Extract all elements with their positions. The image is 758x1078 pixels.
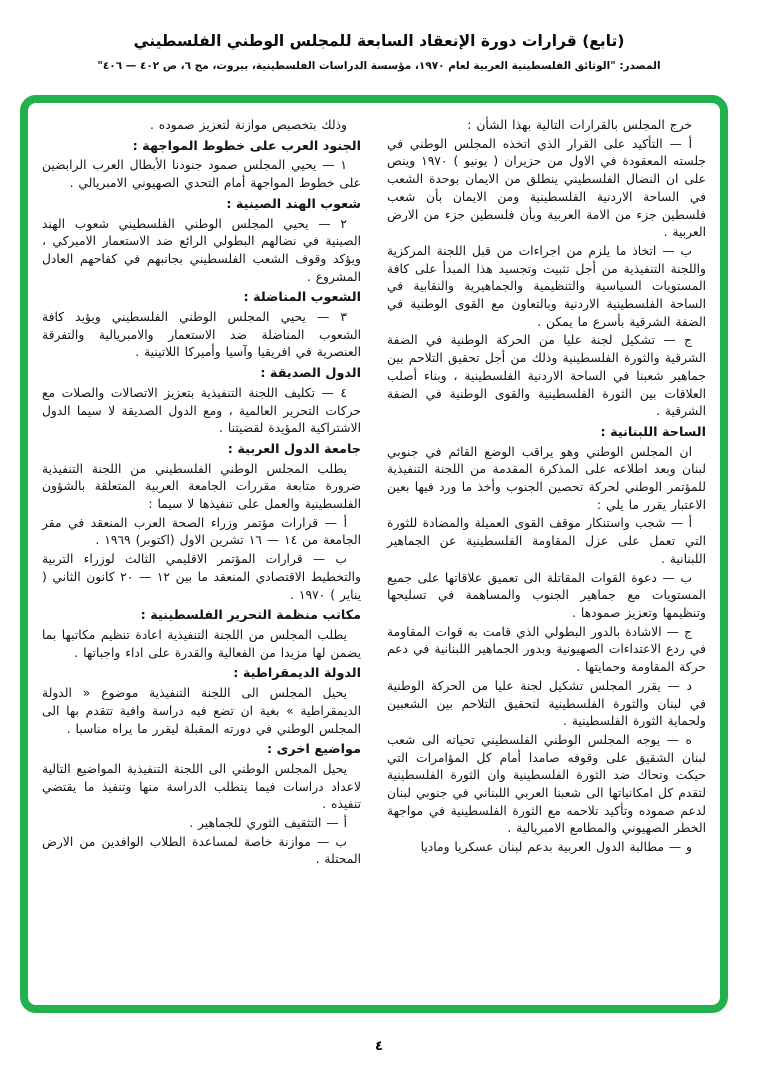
section-heading: الدول الصديقة :: [260, 366, 361, 382]
page-title: (تابع) قرارات دورة الإنعقاد السابعة للمجلس الوطني الفلسطيني: [133, 32, 625, 50]
paragraph: ٢ — يحيي المجلس الوطني الفلسطيني شعوب الهند الصينية في نضالهم البطولي الرائع ضد الاستعمار الاميركي ، ويؤكد وقوف الشعب الفلسطيني بجانبهم في كفاحهم العادل المشروع .: [42, 216, 361, 284]
paragraph: يطلب المجلس الوطني الفلسطيني من اللجنة التنفيذية ضرورة متابعة مقررات الجامعة العربية المتعلقة بالشؤون الفلسطينية والعمل على تنفيذها لا سيما :: [42, 461, 361, 512]
page-number: ٤: [375, 1039, 383, 1054]
paragraph: خرج المجلس بالقرارات التالية بهذا الشأن :: [467, 118, 692, 132]
paragraph: ب — موازنة خاصة لمساعدة الطلاب الوافدين من الارض المحتلة .: [42, 834, 361, 867]
section-heading: الشعوب المناضلة :: [243, 290, 361, 306]
section-heading: الدولة الديمقراطية :: [233, 666, 361, 682]
paragraph: ان المجلس الوطني وهو يراقب الوضع القائم في جنوبي لبنان وبعد اطلاعه على المذكرة المقدمة من اللجنة التنفيذية للمؤتمر الوطني لحركة تحصين الجنوب وأخذ ما ورد فيها بعين الاعتبار يقرر ما يلي :: [387, 444, 706, 512]
paragraph: ب — دعوة القوات المقاتلة الى تعميق علاقاتها على جميع المستويات مع جماهير الجنوب والمساهمة في تسليحها وتنظيمها وتعزيز صمودها .: [387, 570, 706, 620]
paragraph: يطلب المجلس من اللجنة التنفيذية اعادة تنظيم مكاتبها بما يضمن لها مزيدا من الفعالية والقدرة على اداء واجباتها .: [42, 627, 361, 660]
paragraph: ه — يوجه المجلس الوطني الفلسطيني تحياته الى شعب لبنان الشقيق على وقوفه صامدا أمام كل المؤامرات التي حيكت وتحاك ضد الثورة الفلسطينية وان الثورة الفلسطينية لتقدم كل امكانياتها الى شعبنا العربي اللبناني في جنوبي لبنان لدعم صموده وتأكيد تلاحمه مع الثورة الفلسطينية في مواجهة الخطر الصهيوني والمطامع الامبريالية .: [387, 732, 706, 836]
paragraph: ج — تشكيل لجنة عليا من الحركة الوطنية في الضفة الشرقية والثورة الفلسطينية وذلك من أجل تحقيق التلاحم بين جماهير شعبنا في الساحة الاردنية الفلسطينية ، وبناء أصلب العلاقات بين الثورة الفلسطينية والقوى الوطنية في الضفة الشرقية .: [387, 333, 706, 419]
paragraph: ١ — يحيي المجلس صمود جنودنا الأبطال العرب الرابضين على خطوط المواجهة أمام التحدي الصهيوني الامبريالي .: [42, 158, 361, 191]
section-heading: جامعة الدول العربية :: [227, 441, 361, 457]
section-heading: مكاتب منظمة التحرير الفلسطينية :: [140, 608, 361, 624]
paragraph: يحيل المجلس الى اللجنة التنفيذية موضوع « الدولة الديمقراطية » بغية ان تضع فيه دراسة وافية تتقدم بها الى المجلس الوطني في دورته المقبلة ليقرر ما يراه مناسبا .: [42, 686, 361, 736]
paragraph: و — مطالبة الدول العربية بدعم لبنان عسكريا وماديا: [420, 840, 692, 855]
paragraph: ج — الاشادة بالدور البطولي الذي قامت به قوات المقاومة في ردع الاعتداءات الصهيونية وبدور الجماهير اللبنانية في دعم حركة المقاومة وحمايتها .: [387, 624, 706, 675]
paragraph: أ — شجب واستنكار موقف القوى العميلة والمضادة للثورة التي تعمل على عزل المقاومة الفلسطينية عن الجماهير اللبنانية .: [387, 516, 706, 566]
paragraph: ب — اتخاذ ما يلزم من اجراءات من قبل اللجنة المركزية واللجنة التنفيذية من أجل تثبيت وتجسيد هذا المبدأ على كافة المستويات السياسية والتنظيمية والجماهيرية والنقابية في الساحة الفلسطينية الاردنية وبالتعاون مع القوى الوطنية في الضفة الشرقية بأسرع ما يمكن .: [387, 243, 706, 329]
green-border-frame: [20, 95, 728, 1013]
paragraph: يحيل المجلس الوطني الى اللجنة التنفيذية المواضيع التالية لاعداد دراسات فيما يتطلب الدراسة منها وتنفيذ ما يقتضي تنفيذه .: [42, 761, 361, 812]
paragraph: أ — قرارات مؤتمر وزراء الصحة العرب المنعقد في مقر الجامعة من ١٤ — ١٦ تشرين الاول (اكتوبر) ١٩٦٩ .: [42, 515, 361, 548]
paragraph: ٤ — تكليف اللجنة التنفيذية بتعزيز الاتصالات والصلات مع حركات التحرير العالمية ، ومع الدول الصديقة لا سيما الدول الاشتراكية المؤيدة لقضيتنا .: [42, 385, 361, 436]
paragraph: ٣ — يحيي المجلس الوطني الفلسطيني ويؤيد كافة الشعوب المناضلة ضد الاستعمار والامبريالية والتفرقة العنصرية في افريقيا وآسيا وأميركا اللاتينية .: [42, 310, 361, 360]
section-heading: شعوب الهند الصينية :: [226, 196, 361, 212]
source-citation: المصدر: "الوثائق الفلسطينية العربية لعام ١٩٧٠، مؤسسة الدراسات الفلسطينية، بيروت، مج ٦، ص ٤٠٢ — ٤٠٦": [97, 60, 661, 72]
left-text-column: [38, 115, 365, 995]
section-heading: الجنود العرب على خطوط المواجهة :: [132, 138, 361, 154]
two-column-layout: [38, 115, 710, 995]
paragraph: وذلك بتخصيص موازنة لتعزيز صموده .: [149, 118, 347, 132]
paragraph: أ — التثقيف الثوري للجماهير .: [189, 816, 347, 831]
section-heading: مواضيع اخرى :: [267, 742, 361, 758]
right-text-column: [383, 115, 710, 995]
paragraph: د — يقرر المجلس تشكيل لجنة عليا من الحركة الوطنية في لبنان والثورة الفلسطينية لتحقيق التلاحم بين الشعبين ولحماية الثورة الفلسطينية .: [387, 678, 706, 729]
document-header: [0, 0, 758, 72]
paragraph: أ — التأكيد على القرار الذي اتخذه المجلس الوطني في جلسته المعقودة في الاول من حزيران ( يونيو ) ١٩٧٠ وينص على ان النضال الفلسطيني ينطلق من الايمان بوحدة الشعب في الساحة الاردنية الفلسطينية ومن الايمان بأن شعب فلسطين جزء من الامة العربية وبأن فلسطين جزء من الارض العربية .: [387, 136, 706, 240]
section-heading: الساحة اللبنانية :: [600, 424, 706, 440]
paragraph: ب — قرارات المؤتمر الاقليمي الثالث لوزراء التربية والتخطيط الاقتصادي المنعقد ما بين ١٢ — ٢٠ كانون الثاني ( يناير ) ١٩٧٠ .: [42, 552, 361, 602]
